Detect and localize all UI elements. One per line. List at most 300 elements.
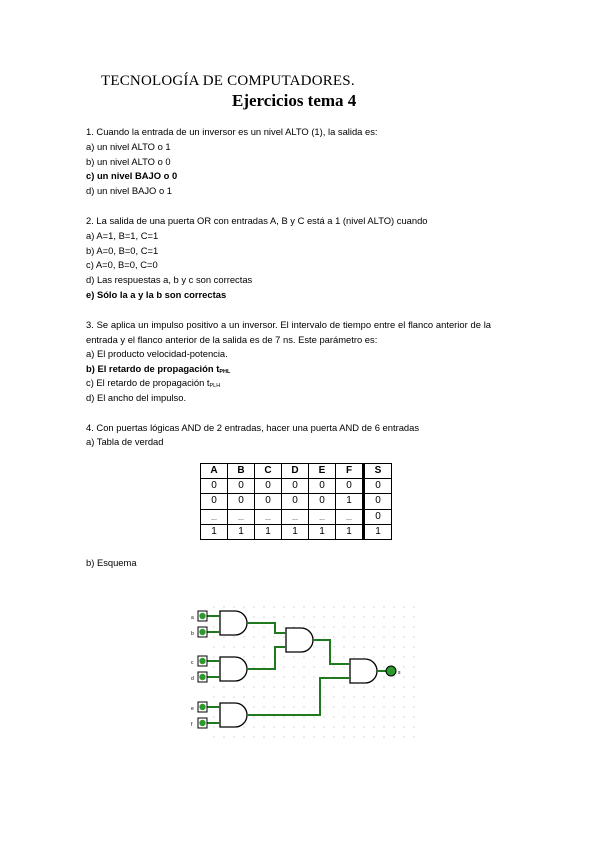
grid-dot bbox=[413, 726, 414, 727]
grid-dot bbox=[283, 616, 284, 617]
grid-dot bbox=[373, 726, 374, 727]
grid-dot bbox=[283, 736, 284, 737]
grid-dot bbox=[283, 686, 284, 687]
grid-dot bbox=[223, 696, 224, 697]
input-label-e: e bbox=[191, 706, 194, 712]
table-cell: 0 bbox=[336, 479, 364, 494]
grid-dot bbox=[323, 656, 324, 657]
table-cell-output: 0 bbox=[364, 509, 392, 524]
grid-dot bbox=[263, 726, 264, 727]
and-gate-schematic bbox=[190, 603, 415, 738]
grid-dot bbox=[413, 646, 414, 647]
grid-dot bbox=[343, 666, 344, 667]
header-e: E bbox=[309, 464, 336, 479]
grid-dot bbox=[333, 626, 334, 627]
grid-dot bbox=[283, 666, 284, 667]
grid-dot bbox=[403, 676, 404, 677]
grid-dot bbox=[413, 716, 414, 717]
grid-dot bbox=[413, 606, 414, 607]
grid-dot bbox=[363, 716, 364, 717]
grid-dot bbox=[413, 656, 414, 657]
q1-option-d: d) un nivel BAJO o 1 bbox=[86, 185, 172, 196]
grid-dot bbox=[283, 676, 284, 677]
grid-dot bbox=[383, 686, 384, 687]
grid-dot bbox=[353, 696, 354, 697]
grid-dot bbox=[213, 656, 214, 657]
grid-dot bbox=[313, 716, 314, 717]
header-b: B bbox=[228, 464, 255, 479]
grid-dot bbox=[273, 716, 274, 717]
grid-dot bbox=[233, 696, 234, 697]
grid-dot bbox=[313, 706, 314, 707]
table-cell: 0 bbox=[282, 479, 309, 494]
table-cell: ... bbox=[255, 509, 282, 524]
grid-dot bbox=[283, 626, 284, 627]
grid-dot bbox=[293, 656, 294, 657]
grid-dot bbox=[343, 646, 344, 647]
grid-dot bbox=[383, 616, 384, 617]
grid-dot bbox=[363, 606, 364, 607]
q3-option-b-text: b) El retardo de propagación t bbox=[86, 363, 220, 374]
q2-option-a: a) A=1, B=1, C=1 bbox=[86, 230, 159, 241]
grid-dot bbox=[323, 636, 324, 637]
table-cell: 0 bbox=[282, 494, 309, 509]
table-cell-output: 1 bbox=[364, 524, 392, 539]
table-row bbox=[201, 509, 392, 524]
grid-dot bbox=[323, 646, 324, 647]
grid-dot bbox=[293, 716, 294, 717]
grid-dot bbox=[413, 696, 414, 697]
grid-dot bbox=[213, 606, 214, 607]
grid-dot bbox=[263, 616, 264, 617]
grid-dot bbox=[393, 606, 394, 607]
grid-dot bbox=[313, 676, 314, 677]
grid-dot bbox=[393, 706, 394, 707]
q3-option-c bbox=[86, 377, 220, 389]
grid-dot bbox=[213, 686, 214, 687]
grid-dot bbox=[413, 626, 414, 627]
header-f: F bbox=[336, 464, 364, 479]
grid-dot bbox=[323, 706, 324, 707]
grid-dot bbox=[303, 656, 304, 657]
grid-dot bbox=[283, 656, 284, 657]
table-cell: 1 bbox=[228, 524, 255, 539]
grid-dot bbox=[243, 656, 244, 657]
grid-dot bbox=[273, 736, 274, 737]
grid-dot bbox=[363, 736, 364, 737]
grid-dot bbox=[343, 696, 344, 697]
grid-dot bbox=[343, 656, 344, 657]
grid-dot bbox=[303, 696, 304, 697]
grid-dot bbox=[403, 606, 404, 607]
grid-dot bbox=[293, 686, 294, 687]
and-gate-3 bbox=[220, 703, 247, 727]
header-c: C bbox=[255, 464, 282, 479]
q1-option-a: a) un nivel ALTO o 1 bbox=[86, 141, 171, 152]
grid-dot bbox=[353, 626, 354, 627]
grid-dot bbox=[293, 706, 294, 707]
header-a: A bbox=[201, 464, 228, 479]
grid-dot bbox=[303, 676, 304, 677]
grid-dot bbox=[403, 686, 404, 687]
grid-dot bbox=[403, 736, 404, 737]
grid-dot bbox=[323, 626, 324, 627]
grid-dot bbox=[363, 616, 364, 617]
grid-dot bbox=[333, 686, 334, 687]
grid-dot bbox=[253, 656, 254, 657]
q2-option-d: d) Las respuestas a, b y c son correctas bbox=[86, 274, 253, 285]
grid-dot bbox=[393, 716, 394, 717]
grid-dot bbox=[363, 696, 364, 697]
table-cell: ... bbox=[336, 509, 364, 524]
grid-dot bbox=[353, 616, 354, 617]
grid-dot bbox=[273, 686, 274, 687]
grid-dot bbox=[403, 706, 404, 707]
q3-option-c-subscript: PLH bbox=[209, 383, 221, 389]
grid-dot bbox=[313, 656, 314, 657]
grid-dot bbox=[363, 726, 364, 727]
truth-table-header-row bbox=[201, 464, 392, 479]
q3-option-d: d) El ancho del impulso. bbox=[86, 392, 187, 403]
grid-dot bbox=[263, 706, 264, 707]
grid-dot bbox=[213, 736, 214, 737]
grid-dot bbox=[263, 676, 264, 677]
grid-dot bbox=[223, 636, 224, 637]
q2-option-e: e) Sólo la a y la b son correctas bbox=[86, 289, 227, 300]
grid-dot bbox=[303, 606, 304, 607]
table-cell: 0 bbox=[309, 479, 336, 494]
grid-dot bbox=[383, 726, 384, 727]
grid-dot bbox=[283, 696, 284, 697]
table-cell: 0 bbox=[228, 494, 255, 509]
grid-dot bbox=[393, 656, 394, 657]
table-cell: ... bbox=[282, 509, 309, 524]
grid-dot bbox=[383, 676, 384, 677]
and-gate-4 bbox=[286, 628, 313, 652]
grid-dot bbox=[293, 736, 294, 737]
grid-dot bbox=[383, 716, 384, 717]
grid-dot bbox=[323, 686, 324, 687]
grid-dot bbox=[293, 726, 294, 727]
grid-dot bbox=[303, 716, 304, 717]
grid-dot bbox=[343, 636, 344, 637]
grid-dot bbox=[333, 636, 334, 637]
grid-dot bbox=[313, 686, 314, 687]
grid-dot bbox=[353, 726, 354, 727]
table-row bbox=[201, 494, 392, 509]
grid-dot bbox=[303, 706, 304, 707]
grid-dot bbox=[333, 666, 334, 667]
grid-dot bbox=[343, 686, 344, 687]
output-pin-s bbox=[386, 666, 401, 676]
grid-dot bbox=[303, 736, 304, 737]
grid-dot bbox=[323, 616, 324, 617]
q2-option-c: c) A=0, B=0, C=0 bbox=[86, 259, 158, 270]
grid-dot bbox=[273, 676, 274, 677]
and-gate-2 bbox=[220, 657, 247, 681]
grid-dot bbox=[373, 716, 374, 717]
grid-dot bbox=[363, 686, 364, 687]
grid-dot bbox=[323, 696, 324, 697]
input-label-d: d bbox=[191, 676, 194, 682]
q3-option-c-text: c) El retardo de propagación t bbox=[86, 377, 210, 388]
table-cell: 1 bbox=[309, 524, 336, 539]
grid-dot bbox=[213, 666, 214, 667]
grid-dot bbox=[293, 606, 294, 607]
grid-dot bbox=[333, 606, 334, 607]
grid-dot bbox=[313, 636, 314, 637]
grid-dot bbox=[343, 606, 344, 607]
grid-dot bbox=[373, 616, 374, 617]
grid-dot bbox=[313, 616, 314, 617]
and-gate-5 bbox=[350, 659, 377, 683]
grid-dot bbox=[393, 676, 394, 677]
grid-dot bbox=[413, 636, 414, 637]
grid-dot bbox=[313, 646, 314, 647]
grid-dot bbox=[403, 656, 404, 657]
grid-dot bbox=[313, 666, 314, 667]
grid-dot bbox=[373, 696, 374, 697]
grid-dot bbox=[213, 696, 214, 697]
grid-dot bbox=[253, 676, 254, 677]
table-cell: 1 bbox=[255, 524, 282, 539]
grid-dot bbox=[353, 656, 354, 657]
grid-dot bbox=[373, 686, 374, 687]
grid-dot bbox=[393, 646, 394, 647]
grid-dot bbox=[233, 646, 234, 647]
grid-dot bbox=[253, 706, 254, 707]
grid-dot bbox=[413, 736, 414, 737]
table-cell: 0 bbox=[255, 494, 282, 509]
grid-dot bbox=[323, 606, 324, 607]
grid-dot bbox=[343, 726, 344, 727]
grid-dot bbox=[363, 626, 364, 627]
grid-dot bbox=[353, 716, 354, 717]
grid-dot bbox=[403, 626, 404, 627]
grid-dot bbox=[333, 716, 334, 717]
input-pin-a bbox=[191, 611, 207, 621]
grid-dot bbox=[223, 606, 224, 607]
table-cell: 0 bbox=[255, 479, 282, 494]
grid-dot bbox=[333, 656, 334, 657]
grid-dot bbox=[323, 736, 324, 737]
grid-dot bbox=[223, 646, 224, 647]
grid-dot bbox=[213, 716, 214, 717]
table-cell: ... bbox=[201, 509, 228, 524]
grid-dot bbox=[373, 736, 374, 737]
grid-dot bbox=[233, 636, 234, 637]
grid-dot bbox=[253, 716, 254, 717]
grid-dot bbox=[353, 636, 354, 637]
grid-dot bbox=[363, 636, 364, 637]
table-row bbox=[201, 524, 392, 539]
grid-dot bbox=[333, 696, 334, 697]
grid-dot bbox=[253, 616, 254, 617]
q4-part-a: a) Tabla de verdad bbox=[86, 436, 164, 447]
grid-dot bbox=[343, 736, 344, 737]
q2-option-b: b) A=0, B=0, C=1 bbox=[86, 245, 159, 256]
grid-dot bbox=[403, 666, 404, 667]
document-title: TECNOLOGÍA DE COMPUTADORES. bbox=[101, 73, 355, 89]
grid-dot bbox=[383, 696, 384, 697]
grid-dot bbox=[243, 646, 244, 647]
grid-dot bbox=[403, 716, 404, 717]
grid-dot bbox=[273, 616, 274, 617]
grid-dot bbox=[383, 606, 384, 607]
grid-dot bbox=[373, 656, 374, 657]
grid-dot bbox=[373, 706, 374, 707]
grid-dot bbox=[263, 646, 264, 647]
table-cell: 1 bbox=[336, 494, 364, 509]
grid-dot bbox=[393, 626, 394, 627]
header-s: S bbox=[364, 464, 392, 479]
table-row bbox=[201, 479, 392, 494]
grid-dot bbox=[253, 646, 254, 647]
grid-dot bbox=[253, 736, 254, 737]
grid-dot bbox=[393, 696, 394, 697]
grid-dot bbox=[343, 626, 344, 627]
grid-dot bbox=[273, 606, 274, 607]
grid-dot bbox=[213, 626, 214, 627]
table-cell: 0 bbox=[201, 494, 228, 509]
grid-dot bbox=[253, 686, 254, 687]
grid-dot bbox=[263, 636, 264, 637]
grid-dot bbox=[243, 726, 244, 727]
grid-dot bbox=[413, 666, 414, 667]
grid-dot bbox=[243, 636, 244, 637]
grid-dot bbox=[343, 616, 344, 617]
grid-dot bbox=[233, 606, 234, 607]
grid-dot bbox=[333, 726, 334, 727]
grid-dot bbox=[273, 706, 274, 707]
grid-dot bbox=[223, 736, 224, 737]
grid-dot bbox=[303, 686, 304, 687]
input-pin-f bbox=[191, 718, 207, 728]
input-pin-b bbox=[191, 627, 207, 637]
table-cell: 1 bbox=[336, 524, 364, 539]
grid-dot bbox=[413, 686, 414, 687]
grid-dot bbox=[353, 606, 354, 607]
grid-dot bbox=[253, 666, 254, 667]
grid-dot bbox=[383, 626, 384, 627]
grid-dot bbox=[313, 696, 314, 697]
table-cell: ... bbox=[228, 509, 255, 524]
grid-dot bbox=[313, 736, 314, 737]
grid-dot bbox=[243, 686, 244, 687]
grid-dot bbox=[383, 706, 384, 707]
grid-dot bbox=[383, 636, 384, 637]
grid-dot bbox=[373, 606, 374, 607]
grid-dot bbox=[243, 606, 244, 607]
question-2: 2. La salida de una puerta OR con entradas A, B y C está a 1 (nivel ALTO) cuando bbox=[86, 215, 428, 226]
document-subtitle: Ejercicios tema 4 bbox=[232, 91, 357, 110]
input-label-b: b bbox=[191, 631, 194, 637]
grid-dot bbox=[413, 676, 414, 677]
grid-dot bbox=[353, 646, 354, 647]
grid-dot bbox=[383, 666, 384, 667]
grid-dot bbox=[393, 736, 394, 737]
grid-dot bbox=[323, 666, 324, 667]
grid-dot bbox=[373, 626, 374, 627]
grid-dot bbox=[333, 616, 334, 617]
table-cell-output: 0 bbox=[364, 479, 392, 494]
grid-dot bbox=[303, 666, 304, 667]
grid-dot bbox=[403, 696, 404, 697]
grid-dot bbox=[283, 706, 284, 707]
grid-dot bbox=[273, 726, 274, 727]
table-cell: 0 bbox=[309, 494, 336, 509]
grid-dot bbox=[343, 706, 344, 707]
grid-dot bbox=[403, 726, 404, 727]
grid-dot bbox=[403, 646, 404, 647]
grid-dot bbox=[363, 706, 364, 707]
grid-dot bbox=[383, 736, 384, 737]
grid-dot bbox=[293, 676, 294, 677]
grid-dot bbox=[263, 626, 264, 627]
grid-dot bbox=[273, 636, 274, 637]
grid-dot bbox=[393, 726, 394, 727]
grid-dot bbox=[323, 726, 324, 727]
grid-dot bbox=[233, 736, 234, 737]
grid-dot bbox=[283, 716, 284, 717]
grid-dot bbox=[293, 696, 294, 697]
input-label-a: a bbox=[191, 615, 194, 621]
table-cell: ... bbox=[309, 509, 336, 524]
grid-dot bbox=[243, 736, 244, 737]
grid-dot bbox=[303, 726, 304, 727]
grid-dot bbox=[263, 736, 264, 737]
table-cell-output: 0 bbox=[364, 494, 392, 509]
grid-dot bbox=[373, 646, 374, 647]
and-gate-1 bbox=[220, 611, 247, 635]
grid-dot bbox=[213, 726, 214, 727]
truth-table bbox=[200, 463, 392, 540]
grid-dot bbox=[353, 686, 354, 687]
grid-dot bbox=[333, 706, 334, 707]
grid-dot bbox=[263, 696, 264, 697]
table-cell: 0 bbox=[228, 479, 255, 494]
q1-option-b: b) un nivel ALTO o 0 bbox=[86, 156, 171, 167]
grid-dot bbox=[263, 686, 264, 687]
grid-dot bbox=[403, 616, 404, 617]
q3-option-a: a) El producto velocidad-potencia. bbox=[86, 348, 228, 359]
grid-dot bbox=[353, 706, 354, 707]
grid-dot bbox=[303, 616, 304, 617]
grid-dot bbox=[263, 656, 264, 657]
grid-dot bbox=[333, 646, 334, 647]
grid-dot bbox=[303, 626, 304, 627]
grid-dot bbox=[353, 736, 354, 737]
input-pin-c bbox=[191, 656, 207, 666]
grid-dot bbox=[383, 646, 384, 647]
grid-dot bbox=[253, 626, 254, 627]
grid-dot bbox=[283, 636, 284, 637]
input-pin-e bbox=[191, 702, 207, 712]
grid-dot bbox=[253, 636, 254, 637]
input-pin-d bbox=[191, 672, 207, 682]
grid-dot bbox=[413, 706, 414, 707]
q1-option-c: c) un nivel BAJO o 0 bbox=[86, 170, 178, 181]
grid-dot bbox=[293, 666, 294, 667]
grid-dot bbox=[313, 606, 314, 607]
grid-dot bbox=[393, 616, 394, 617]
grid-dot bbox=[363, 656, 364, 657]
grid-dot bbox=[223, 686, 224, 687]
grid-dot bbox=[313, 626, 314, 627]
question-3: 3. Se aplica un impulso positivo a un inversor. El intervalo de tiempo entre el flanco anterior de la entrada y el flanco anterior de la salida es de 7 ns. Este parámetro es: bbox=[86, 319, 491, 345]
grid-dot bbox=[393, 686, 394, 687]
table-cell: 1 bbox=[282, 524, 309, 539]
